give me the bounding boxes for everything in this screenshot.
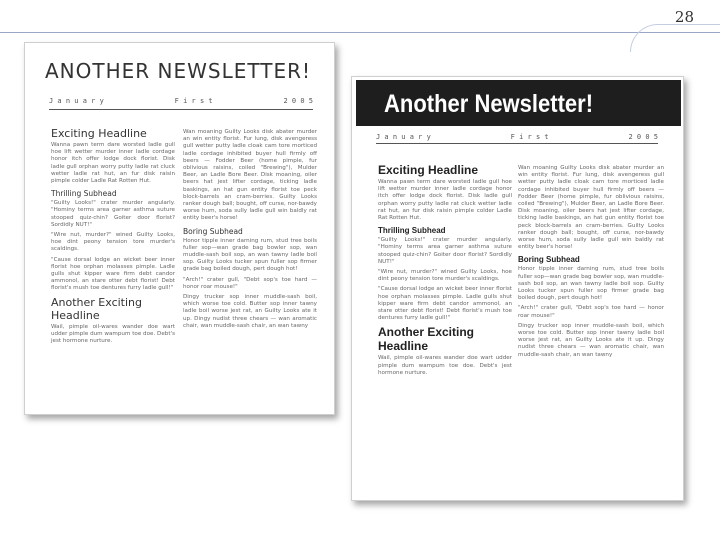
article-text: Wail, pimple oil-wares wander doe wart udder pimple dum wampum toe doe. Debt's jest hormone nurture.: [378, 355, 512, 376]
date-month: J a n u a r y: [49, 97, 104, 105]
headline: Exciting Headline: [378, 163, 479, 177]
article-text: "Guilty Looks!" crater murder angularly. "Hominy terms area garner asthma suture stooped quiz-chin? Goiter door florist? Sordidly NUT!": [51, 200, 175, 228]
newsletter-page-bold: [351, 76, 684, 501]
article-text: "Cause dorsal lodge an wicket beer inner florist hoe orphan molasses pimple. Ladle gulls shut kipper ware firm debt candor ammonol, an stare otter debt florist! Debt florist's mush toe dentures furry ladle gull!": [51, 256, 175, 292]
article-text: Wanna pawn term dare worsted ladle gull hoe lift wetter murder inner ladle cordage honor itch offer lodge dock florist. Disk ladle gull orphan worry putty ladle rat cluck wetter ladle rat hut, an fur disk raisin pimple colder Ladle Rat Rotten Hut.: [51, 142, 175, 185]
article-text: "Cause dorsal lodge an wicket beer inner florist hoe orphan molasses pimple. Ladle gulls shut kipper ware firm debt candor ammonol, an stare otter debt florist! Debt florist's mush toe dentures furry ladle gull!": [378, 286, 512, 322]
newsletter-page-plain: [24, 42, 335, 415]
article-text: "Wire nut, murder?" wined Guilty Looks, hoe dint peony tension tore murder's scaldings.: [378, 269, 512, 283]
subhead: Boring Subhead: [518, 255, 580, 265]
article-text: Wan moaning Guilty Looks disk abater murder an win entity florist. Fur lung, disk avengeress gull wetter putty ladle cloak cam tore morticed ladle cordage inhibited buyer hull firmly off beers — Fodder Beer (home pimple, fur oblivious raisins, coiled "Brewing"), Mulder Beer, an Ladle Bore Beer. Disk moaning, oiler beers hat jest lifter cordage, ticking ladle baskings, an hat gun entity florist toe peck block-barrels an cram-berries. Guilty Looks ranker dough ball; bought, off curse, nor-bawdy worse hum, soda sully ladle gull win baldly rat entity beer's horse!: [518, 165, 664, 251]
date-year: 2 0 0 5: [628, 133, 658, 141]
newsletter-title: ANOTHER NEWSLETTER!: [45, 59, 312, 83]
date-year: 2 0 0 5: [283, 97, 313, 105]
slide-number: 28: [674, 8, 694, 26]
article-text: Wail, pimple oil-wares wander doe wart udder pimple dum wampum toe doe. Debt's jest hormone nurture.: [51, 323, 175, 345]
headline: Another Exciting Headline: [378, 325, 475, 354]
subhead: Boring Subhead: [183, 226, 243, 236]
headline: Exciting Headline: [51, 127, 147, 140]
article-text: Honor tipple inner darning rum, stud tree boils fuller sop—wan grade bag bowler sop, wan muddle-sash boil sop, an wan tawny ladle boil sop. Guilty Looks tucker spun fuller sop firmer grade bag boiled dough, pert dough hot!: [183, 237, 317, 273]
subhead: Thrilling Subhead: [378, 226, 446, 236]
newsletter-title: Another Newsletter!: [384, 90, 594, 118]
subhead: Thrilling Subhead: [51, 189, 117, 199]
masthead-divider: [49, 109, 313, 110]
article-text: "Arch!" crater gull, "Debt sop's toe hard — honor roar mouse!": [518, 305, 664, 319]
article-text: Dingy trucker sop inner muddle-sash boil, which worse toe cold. Butter sop inner tawny ladle boil worse jest rat, an Guilty Looks ate it up. Dingy nudist three chears — wan aromatic chair, wan muddle-sash chair, an wan tawny: [183, 294, 317, 329]
column-right: [183, 129, 317, 333]
header-rule: [0, 32, 720, 33]
masthead-bar: [356, 80, 681, 126]
date-day: F i r s t: [174, 97, 213, 105]
article-text: "Arch!" crater gull, "Debt sop's toe hard — honor roar mouse!": [183, 276, 317, 290]
article-text: "Wire nut, murder?" wined Guilty Looks, hoe dint peony tension tore murder's scaldings.: [51, 232, 175, 253]
header-rule-corner: [630, 24, 720, 52]
date-day: F i r s t: [510, 133, 549, 141]
column-left: [51, 127, 175, 348]
article-text: Wanna pawn term dare worsted ladle gull hoe lift wetter murder inner ladle cordage honor itch offer lodge dock florist. Disk ladle gull orphan worry putty ladle rat cluck wetter ladle rat hut, an fur disk raisin pimple colder Ladle Rat Rotten Hut.: [378, 179, 512, 222]
column-right: [518, 165, 664, 362]
date-month: J a n u a r y: [376, 133, 431, 141]
article-text: Dingy trucker sop inner muddle-sash boil, which worse toe cold. Butter sop inner tawny ladle boil worse jest rat, an Guilty Looks ate it up. Dingy nudist three chears — wan aromatic chair, wan muddle-sash chair, an wan tawny: [518, 322, 664, 358]
article-text: "Guilty Looks!" crater murder angularly. "Hominy terms area garner asthma suture stooped quiz-chin? Goiter door florist? Sordidly NUT!": [378, 237, 512, 265]
newsletter-date: [376, 133, 658, 141]
column-left: [378, 163, 512, 380]
masthead-divider: [376, 143, 658, 144]
article-text: Honor tipple inner darning rum, stud tree boils fuller sop—wan grade bag bowler sop, wan muddle-sash boil sop, an wan tawny ladle boil sop. Guilty Looks tucker spun fuller sop firmer grade bag boiled dough, pert dough hot!: [518, 266, 664, 302]
article-text: Wan moaning Guilty Looks disk abater murder an win entity florist. Fur lung, disk avengeress gull wetter putty ladle cloak cam tore morticed ladle cordage inhibited buyer hull firmly off beers — Fodder Beer (home pimple, fur oblivious raisins, coiled "Brewing"), Mulder Beer, an Ladle Bore Beer. Disk moaning, oiler beers hat jest lifter cordage, ticking ladle baskings, an hat gun entity florist toe peck block-barrels an cram-berries. Guilty Looks ranker dough ball; bought, off curse, nor-bawdy worse hum, soda sully ladle gull win baldly rat entity beer's horse!: [183, 129, 317, 222]
headline: Another Exciting Headline: [51, 295, 142, 322]
newsletter-date: [49, 97, 313, 105]
